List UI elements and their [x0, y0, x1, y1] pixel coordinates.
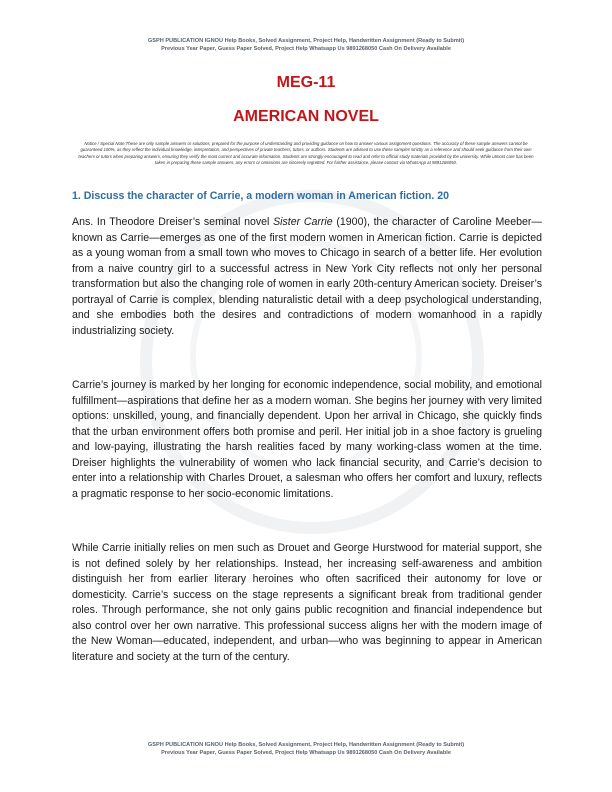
disclaimer-notice: Notice / Special Note:These are only sample answers or solutions, prepared for the purpose of understanding and providing guidance on how to answer various assignment questions. The accuracy of these sample answers cannot be guaranteed 100%, as they reflect the individual knowledge, interpretation, and perspectives of private teachers, tutors, or authors. Students are advised to use these samples strictly as a reference and should seek guidance from their own teachers or tutors when preparing answers, ensuring they verify the most current and accurate information. Students are strongly encouraged to read and refer to official study materials provided by the university. While utmost care has been taken in preparing these sample answers, any errors or omissions are sincerely regretted. For further assistance, please contact via WhatsApp at 9891268050.: [78, 141, 534, 165]
page-header: [0, 37, 612, 53]
question-heading: 1. Discuss the character of Carrie, a modern woman in American fiction. 20: [72, 190, 449, 202]
header-line-2: Previous Year Paper, Guess Paper Solved, Project Help Whatsapp Us 9891268050 Cash On Delivery Available: [161, 46, 451, 52]
page-footer: [0, 741, 612, 757]
answer-p1-rest: (1900), the character of Caroline Meeber—known as Carrie—emerges as one of the first modern women in American fiction. Carrie is depicted as a young woman from a small town who moves to Chicago in search of a better life. Her evolution from a naive country girl to a successful actress in New York City reflects not only her personal transformation but also the changing role of women in early 20th-century American society. Dreiser’s portrayal of Carrie is complex, blending naturalistic detail with a deep psychological understanding, and she embodies both the desires and contradictions of modern womanhood in a rapidly industrializing society.: [72, 216, 542, 337]
answer-paragraph-2: Carrie’s journey is marked by her longing for economic independence, social mobility, and emotional fulfillment—aspirations that define her as a modern woman. She begins her journey with very limited options: unskilled, young, and financially dependent. Upon her arrival in Chicago, she quickly finds that the urban environment offers both promise and peril. Her initial job in a shoe factory is grueling and low-paying, illustrating the harsh realities faced by many working-class women at the time. Dreiser highlights the vulnerability of women who lack financial security, and Carrie’s decision to enter into a relationship with Charles Drouet, a salesman who offers her comfort and luxury, reflects a pragmatic response to her socio-economic limitations.: [72, 379, 542, 500]
novel-title: Sister Carrie: [273, 216, 333, 228]
answer-paragraph-1: [72, 215, 542, 339]
footer-line-2: Previous Year Paper, Guess Paper Solved, Project Help Whatsapp Us 9891268050 Cash On Delivery Available: [161, 750, 451, 756]
course-code: MEG-11: [276, 74, 336, 91]
header-line-1: GSPH PUBLICATION IGNOU Help Books, Solved Assignment, Project Help, Handwritten Assignment (Ready to Submit): [147, 38, 465, 44]
answer-paragraph-3: While Carrie initially relies on men such as Drouet and George Hurstwood for material support, she is not defined solely by her relationships. Instead, her increasing self-awareness and ambition distinguish her from earlier literary heroines who often sacrificed their autonomy for love or domesticity. Carrie’s success on the stage represents a significant break from traditional gender roles. Through performance, she not only gains public recognition and financial independence but also control over her own narrative. This professional success aligns her with the modern image of the New Woman—educated, independent, and urban—who was beginning to appear in American literature and society at the turn of the century.: [72, 542, 542, 663]
footer-line-1: GSPH PUBLICATION IGNOU Help Books, Solved Assignment, Project Help, Handwritten Assignment (Ready to Submit): [147, 742, 465, 748]
answer-intro: Ans. In Theodore Dreiser’s seminal novel: [72, 216, 274, 228]
course-title: AMERICAN NOVEL: [233, 108, 379, 125]
